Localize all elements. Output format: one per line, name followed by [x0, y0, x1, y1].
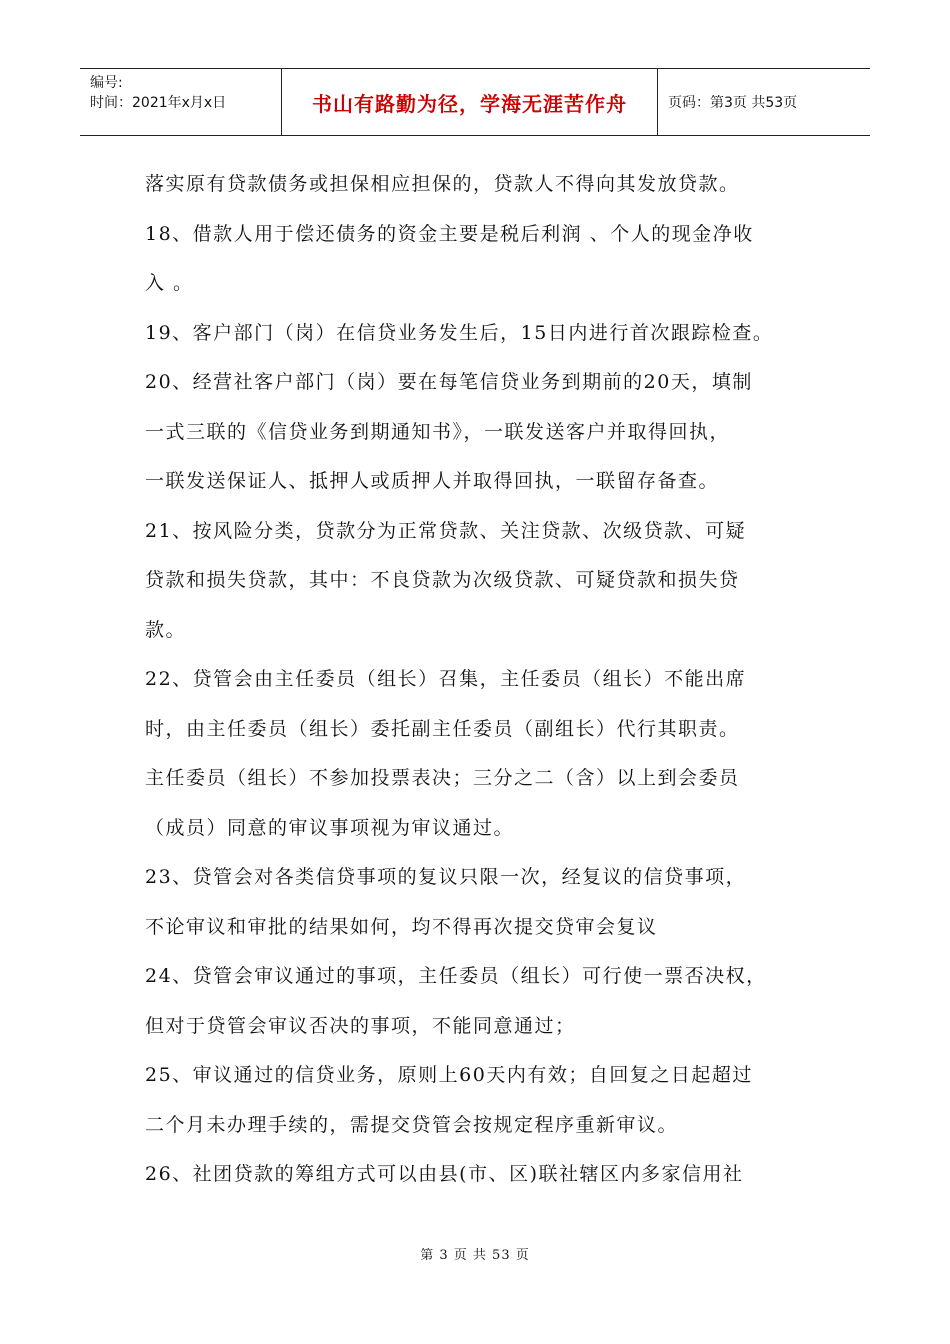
body-text-line: 但对于贷管会审议否决的事项，不能同意通过； — [145, 1014, 576, 1037]
body-text-line: 20、经营社客户部门（岗）要在每笔信贷业务到期前的20天，填制 — [145, 371, 753, 393]
header-motto: 书山有路勤为径，学海无涯苦作舟 — [282, 69, 658, 135]
body-text-line: 26、社团贷款的筹组方式可以由县(市、区)联社辖区内多家信用社 — [145, 1163, 744, 1185]
body-text-line: 18、借款人用于偿还债务的资金主要是税后利润 、个人的现金净收 — [145, 222, 754, 245]
body-text-line: 23、贷管会对各类信贷事项的复议只限一次，经复议的信贷事项， — [145, 866, 747, 888]
body-text-line: 一式三联的《信贷业务到期通知书》，一联发送客户并取得回执， — [145, 420, 731, 443]
body-text-line: 主任委员（组长）不参加投票表决；三分之二（含）以上到会委员 — [145, 767, 740, 789]
body-text-line: 21、按风险分类，贷款分为正常贷款、关注贷款、次级贷款、可疑 — [145, 519, 747, 542]
body-text-line: 19、客户部门（岗）在信贷业务发生后，15日内进行首次跟踪检查。 — [145, 321, 774, 344]
body-text-line: 25、审议通过的信贷业务，原则上60天内有效；自回复之日起超过 — [145, 1064, 753, 1086]
header-meta — [80, 69, 282, 135]
document-body — [145, 160, 825, 1200]
body-text-line: （成员）同意的审议事项视为审议通过。 — [145, 816, 515, 839]
page-footer: 第 3 页 共 53 页 — [420, 1248, 530, 1263]
header-page-info: 页码：第3页 共53页 — [668, 95, 798, 111]
body-text-line: 22、贷管会由主任委员（组长）召集，主任委员（组长）不能出席 — [145, 668, 747, 690]
body-text-line: 24、贷管会审议通过的事项，主任委员（组长）可行使一票否决权， — [145, 965, 767, 987]
page-header — [80, 68, 870, 136]
document-date: 时间：2021年x月x日 — [90, 95, 227, 111]
body-text-line: 贷款和损失贷款，其中：不良贷款为次级贷款、可疑贷款和损失贷 — [145, 569, 740, 591]
body-text-line: 落实原有贷款债务或担保相应担保的，贷款人不得向其发放贷款。 — [145, 173, 740, 195]
body-text-line: 款。 — [145, 618, 187, 641]
document-number-label: 编号: — [90, 75, 123, 91]
body-text-line: 不论审议和审批的结果如何，均不得再次提交贷审会复议 — [145, 915, 658, 938]
body-text-line: 时，由主任委员（组长）委托副主任委员（副组长）代行其职责。 — [145, 717, 740, 740]
body-text-line: 入 。 — [145, 272, 194, 294]
body-text-line: 一联发送保证人、抵押人或质押人并取得回执，一联留存备查。 — [145, 470, 720, 492]
body-text-line: 二个月未办理手续的，需提交贷管会按规定程序重新审议。 — [145, 1113, 679, 1136]
